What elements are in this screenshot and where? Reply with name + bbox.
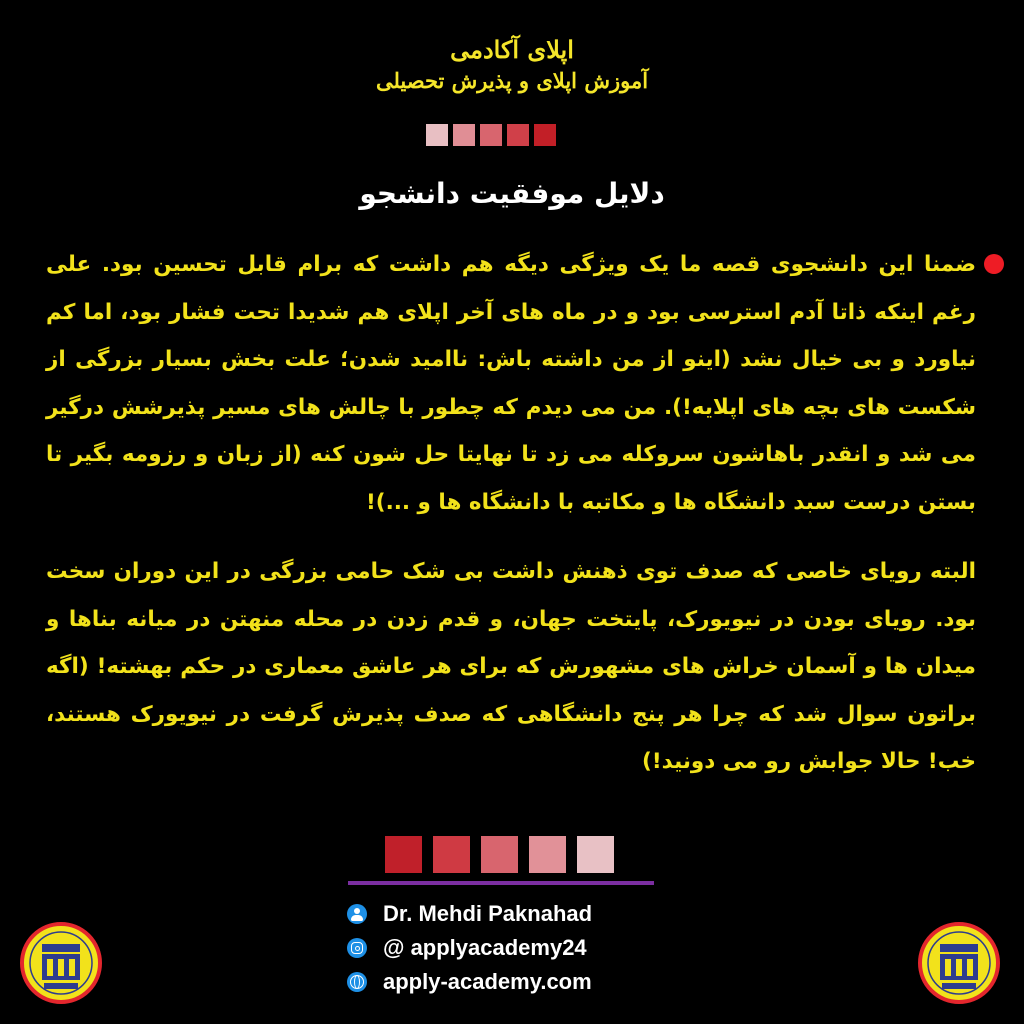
page-title: دلایل موفقیت دانشجو [359, 177, 665, 210]
swatch [529, 836, 566, 873]
swatch [433, 836, 470, 873]
instagram-icon [347, 938, 367, 958]
paragraph-2: البته رویای خاصی که صدف توی ذهنش داشت بی شک حامی بزرگی در این دوران سخت بود. رویای بودن در نیویورک، پایتخت جهان، و قدم زدن در محله منهتن در میانه بناها و میدان ها و آسمان خراش های مشهورش که برای هر عاشق معماری در حکم بهشته! (اگه براتون سوال شد که چرا هر پنج دانشگاهی که صدف پذیرش گرفت در نیویورک هستند، خب! حالا جوابش رو می دونید!) [46, 559, 976, 774]
swatch [453, 124, 475, 146]
brand-tagline: آموزش اپلای و پذیرش تحصیلی [375, 68, 649, 93]
swatch [480, 124, 502, 146]
swatch [577, 836, 614, 873]
top-color-swatches [426, 124, 561, 146]
person-icon [347, 904, 367, 924]
swatch [534, 124, 556, 146]
bullet-dot-icon [984, 254, 1004, 274]
apply-academy-logo-right [918, 922, 1000, 1004]
contact-website: apply-academy.com [383, 969, 592, 994]
contact-name-row [347, 898, 592, 930]
swatch [481, 836, 518, 873]
swatch [426, 124, 448, 146]
bottom-color-swatches [385, 836, 625, 873]
article-body [46, 241, 976, 808]
swatch [385, 836, 422, 873]
apply-academy-logo-left [20, 922, 102, 1004]
contact-instagram: @ applyacademy24 [383, 935, 587, 960]
contact-name: Dr. Mehdi Paknahad [383, 901, 593, 926]
globe-icon [347, 972, 367, 992]
contact-instagram-row [347, 932, 587, 964]
brand-header [0, 34, 1024, 96]
paragraph-1: ضمنا این دانشجوی قصه ما یک ویژگی دیگه هم داشت که برام قابل تحسین بود. علی رغم اینکه ذاتا آدم استرسی بود و در ماه های آخر اپلای هم شدیدا تحت فشار بود، اما کم نیاورد و بی خیال نشد (اینو از من داشته باش: ناامید شدن؛ علت بخش بسیار بزرگی از شکست های بچه های اپلایه!). من می دیدم که چطور با چالش های مسیر پذیرشش درگیر می شد و انقدر باهاشون سروکله می زد تا نهایتا حل شون کنه (از زبان و رزومه بگیر تا بستن درست سبد دانشگاه ها و مکاتبه با دانشگاه ها و ...)! [46, 252, 976, 515]
swatch [507, 124, 529, 146]
contact-website-row [347, 966, 592, 998]
brand-name: اپلای آکادمی [450, 35, 574, 64]
divider-line [348, 881, 654, 885]
